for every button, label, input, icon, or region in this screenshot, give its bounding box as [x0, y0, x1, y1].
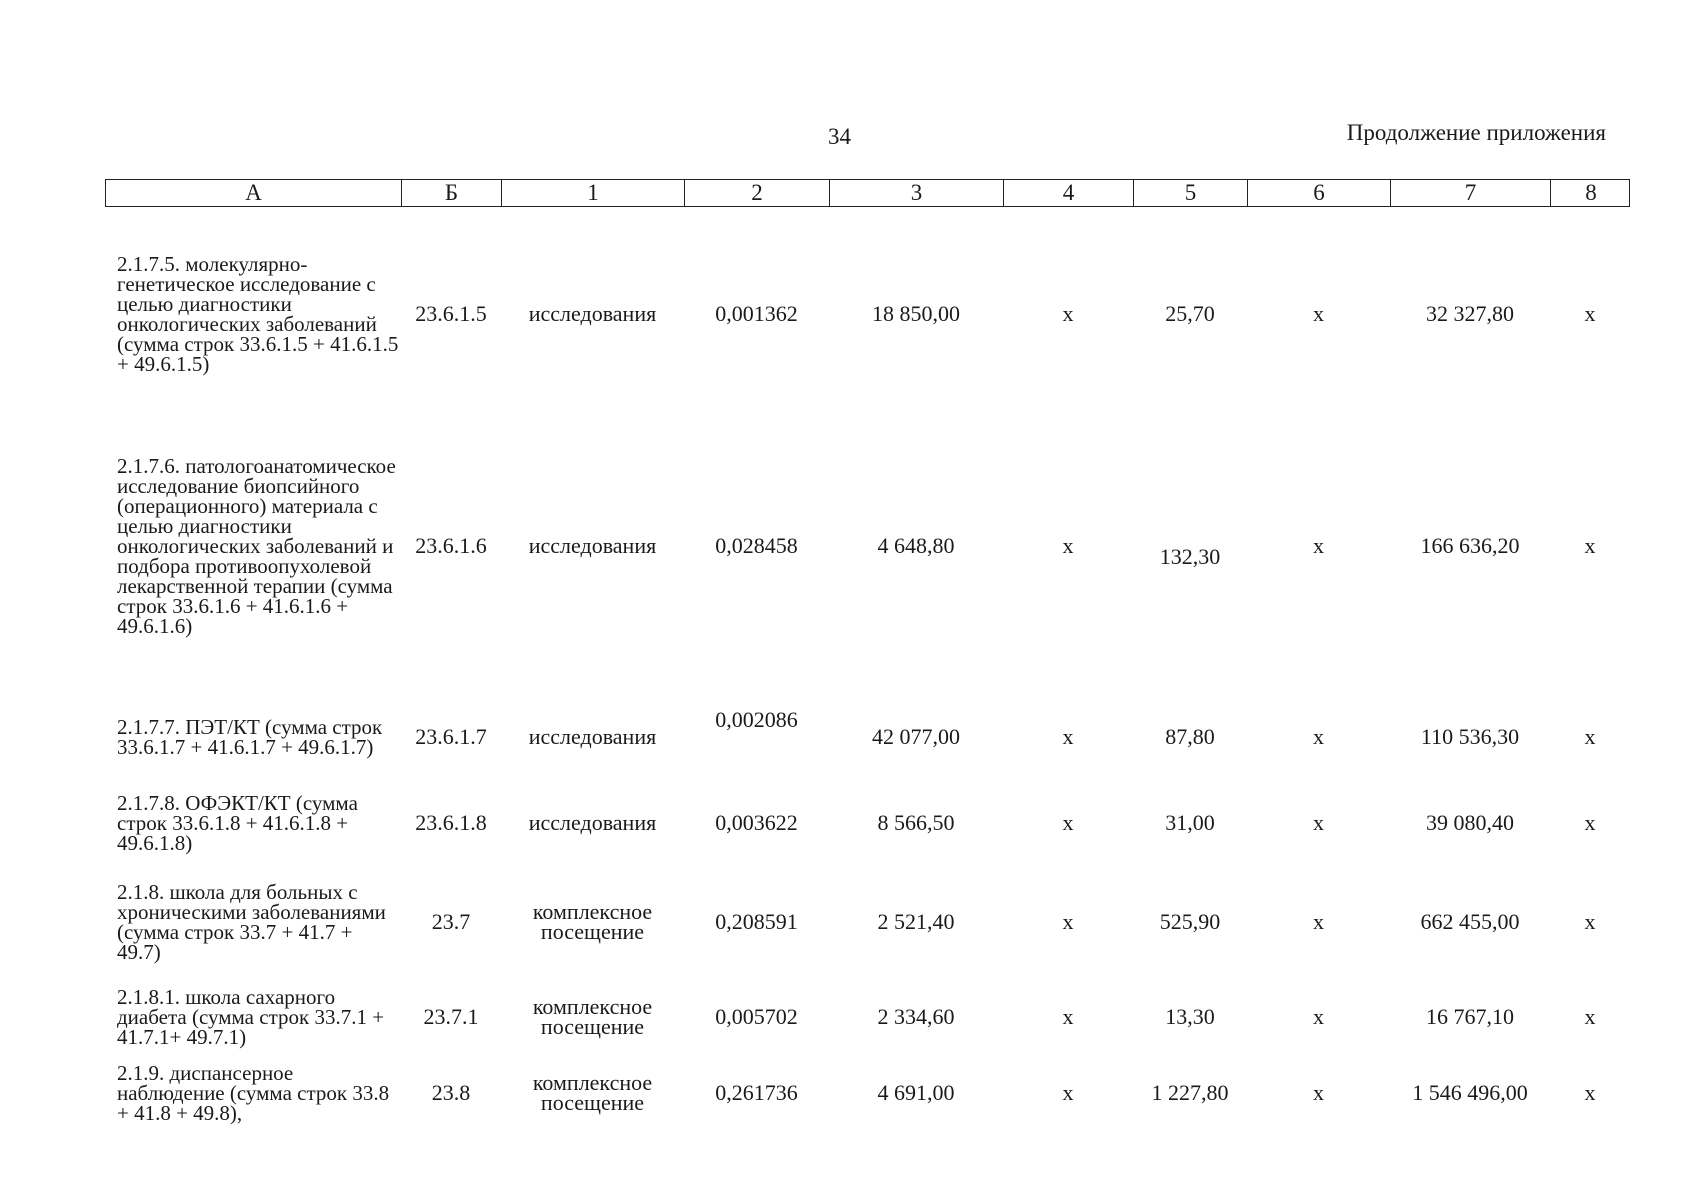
- row-col-2: 0,001362: [715, 301, 798, 326]
- column-header-8: 8: [1585, 180, 1597, 205]
- row-col-2: 0,028458: [715, 533, 798, 558]
- row-code: 23.8: [431, 1080, 471, 1105]
- continuation-label: Продолжение приложения: [1346, 120, 1606, 145]
- row-col-6: х: [1313, 810, 1324, 835]
- row-col-4: х: [1062, 1080, 1074, 1105]
- row-name: 2.1.7.8. ОФЭКТ/КТ (сумма строк 33.6.1.8 + 41.6.1.8 + 49.6.1.8): [117, 791, 358, 855]
- row-col-3: 18 850,00: [872, 301, 960, 326]
- row-col-5: 132,30: [1159, 544, 1221, 569]
- column-header-b: Б: [402, 180, 502, 206]
- column-header-row: [105, 179, 1630, 207]
- row-col-2: 0,208591: [715, 909, 798, 934]
- row-col-4: х: [1062, 724, 1074, 749]
- row-col-3: 8 566,50: [877, 810, 955, 835]
- row-code: 23.6.1.5: [415, 301, 487, 326]
- row-unit: исследования: [528, 301, 657, 326]
- row-code: 23.7.1: [423, 1004, 479, 1029]
- row-col-6: х: [1313, 724, 1324, 749]
- row-col-3: 2 521,40: [877, 909, 955, 934]
- row-col-4: х: [1062, 909, 1074, 934]
- table-row: [105, 702, 1630, 772]
- row-col-3: 2 334,60: [877, 1004, 955, 1029]
- page-number: 34: [828, 124, 851, 149]
- row-code: 23.6.1.8: [415, 810, 487, 835]
- row-col-8: х: [1584, 1004, 1596, 1029]
- row-col-8: х: [1584, 810, 1596, 835]
- column-header-2: 2: [685, 180, 830, 206]
- row-col-8: х: [1584, 301, 1596, 326]
- row-unit: комплексное посещение: [532, 899, 653, 944]
- column-header-6: 6: [1248, 180, 1391, 206]
- column-header-7: 7: [1391, 180, 1551, 206]
- row-col-6: х: [1313, 1004, 1324, 1029]
- row-col-6: х: [1313, 1080, 1324, 1105]
- row-col-6: х: [1313, 909, 1324, 934]
- row-col-5: 525,90: [1159, 909, 1221, 934]
- column-header-a: А: [106, 180, 402, 206]
- row-name: 2.1.7.6. патологоанатомическое исследование биопсийного (операционного) материала с целью диагностики онкологических заболеваний и подбора противоопухолевой лекарственной терапии (сумма строк 33.6.1.6 + 41.6.1.6 + 49.6.1.6): [117, 454, 396, 638]
- row-unit: комплексное посещение: [532, 994, 653, 1039]
- column-header-4: 4: [1004, 180, 1134, 206]
- row-col-6: х: [1313, 301, 1324, 326]
- table-row: [105, 228, 1630, 400]
- row-col-2: 0,002086: [715, 707, 798, 732]
- row-col-7: 39 080,40: [1426, 810, 1514, 835]
- row-code: 23.6.1.6: [415, 533, 487, 558]
- row-col-8: х: [1584, 724, 1596, 749]
- row-col-3: 42 077,00: [872, 724, 960, 749]
- table-row: [105, 1060, 1630, 1126]
- row-col-6: х: [1313, 533, 1324, 558]
- row-col-5: 1 227,80: [1151, 1080, 1229, 1105]
- row-col-5: 87,80: [1165, 724, 1215, 749]
- column-header-3: 3: [830, 180, 1004, 206]
- row-col-2: 0,005702: [715, 1004, 798, 1029]
- row-col-7: 1 546 496,00: [1412, 1080, 1528, 1105]
- row-col-7: 32 327,80: [1426, 301, 1514, 326]
- row-col-3: 4 691,00: [877, 1080, 955, 1105]
- row-col-8: х: [1584, 533, 1596, 558]
- row-name: 2.1.7.5. молекулярно-генетическое исследование с целью диагностики онкологических заболеваний (сумма строк 33.6.1.5 + 41.6.1.5 + 49.6.1.5): [117, 252, 399, 376]
- row-col-5: 13,30: [1165, 1004, 1215, 1029]
- row-name: 2.1.8.1. школа сахарного диабета (сумма строк 33.7.1 + 41.7.1+ 49.7.1): [117, 985, 385, 1049]
- row-code: 23.7: [431, 909, 471, 934]
- row-col-4: х: [1062, 533, 1074, 558]
- column-header-5: 5: [1134, 180, 1248, 206]
- row-name: 2.1.9. диспансерное наблюдение (сумма строк 33.8 + 41.8 + 49.8),: [117, 1061, 390, 1125]
- table-row: [105, 412, 1630, 680]
- row-col-7: 16 767,10: [1426, 1004, 1514, 1029]
- table-row: [105, 790, 1630, 856]
- row-unit: исследования: [528, 810, 657, 835]
- row-col-5: 25,70: [1165, 301, 1215, 326]
- row-name: 2.1.8. школа для больных с хроническими заболеваниями (сумма строк 33.7 + 41.7 + 49.7): [117, 880, 386, 964]
- row-col-7: 662 455,00: [1420, 909, 1520, 934]
- column-header-1: 1: [502, 180, 685, 206]
- row-col-4: х: [1062, 810, 1074, 835]
- row-col-5: 31,00: [1165, 810, 1215, 835]
- row-col-8: х: [1584, 909, 1596, 934]
- table-row: [105, 878, 1630, 966]
- row-col-8: х: [1584, 1080, 1596, 1105]
- row-unit: исследования: [528, 533, 657, 558]
- row-col-4: х: [1062, 1004, 1074, 1029]
- row-col-2: 0,003622: [715, 810, 798, 835]
- table-row: [105, 984, 1630, 1050]
- row-col-7: 166 636,20: [1420, 533, 1520, 558]
- row-col-2: 0,261736: [715, 1080, 798, 1105]
- row-name: 2.1.7.7. ПЭТ/КТ (сумма строк 33.6.1.7 + 41.6.1.7 + 49.6.1.7): [117, 715, 383, 759]
- row-col-3: 4 648,80: [877, 533, 955, 558]
- row-unit: комплексное посещение: [532, 1070, 653, 1115]
- row-col-7: 110 536,30: [1420, 724, 1520, 749]
- row-unit: исследования: [528, 724, 657, 749]
- row-col-4: х: [1062, 301, 1074, 326]
- row-code: 23.6.1.7: [415, 724, 487, 749]
